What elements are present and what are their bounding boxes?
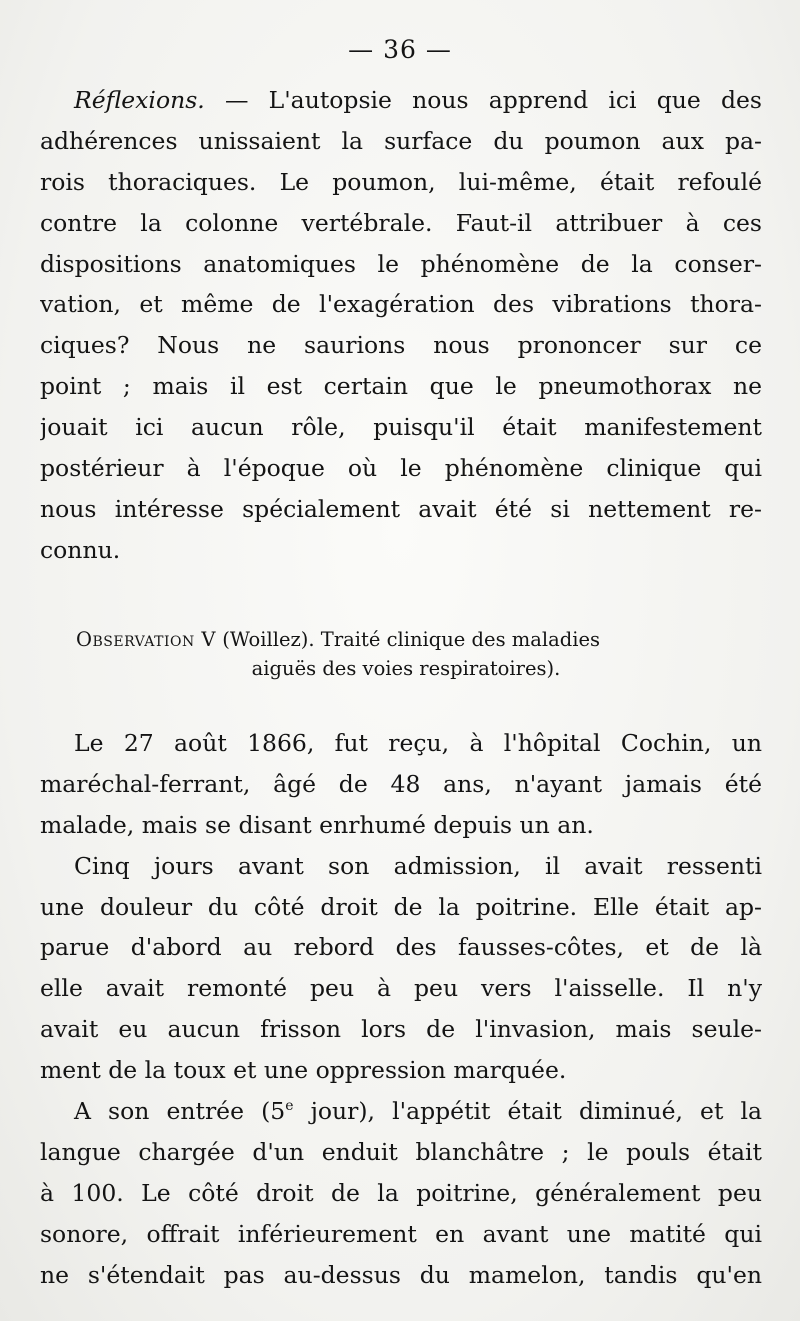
paragraph-line: une douleur du côté droit de la poitrine. Elle était ap- [40,892,762,921]
paragraph-line: parue d'abord au rebord des fausses-côtes, et de là [40,933,762,962]
observation-label: Observation V [76,628,217,651]
paragraph-line [40,80,762,121]
paragraph-line: avait eu aucun frisson lors de l'invasion, mais seule- [40,1015,762,1044]
paragraph-line: jouait ici aucun rôle, puisqu'il était manifestement [40,413,762,442]
page-number: — 36 — [348,35,452,64]
reflexions-paragraph [40,80,762,571]
reflexions-heading: Réflexions. [74,86,205,114]
line-text: — L'autopsie nous apprend ici que des [204,86,762,114]
observation-line: aiguës des voies respiratoires). [251,657,561,680]
paragraph-line: elle avait remonté peu à peu vers l'aisselle. Il n'y [40,974,762,1003]
paragraph-line: contre la colonne vertébrale. Faut-il attribuer à ces [40,208,762,237]
paragraph-line: ciques? Nous ne saurions nous prononcer sur ce [40,331,762,360]
paragraph-line: point ; mais il est certain que le pneumothorax ne [40,372,762,401]
paragraph-line: dispositions anatomiques le phénomène de la conser- [40,249,762,278]
paragraph-line: vation, et même de l'exagération des vibrations thora- [40,290,762,319]
paragraph-line [40,1091,762,1132]
paragraph-line: ment de la toux et une oppression marquée. [40,1056,567,1085]
paragraph-line: connu. [40,535,121,564]
paragraph-line: malade, mais se disant enrhumé depuis un an. [40,810,594,839]
paragraph-line: rois thoraciques. Le poumon, lui-même, était refoulé [40,167,762,196]
paragraph-line: maréchal-ferrant, âgé de 48 ans, n'ayant jamais été [40,769,762,798]
line-text: jour), l'appétit était diminué, et la [293,1097,762,1126]
paragraph-line: ne s'étendait pas au-dessus du mamelon, tandis qu'en [40,1260,762,1289]
paragraph-line: Cinq jours avant son admission, il avait ressenti [74,851,762,880]
observation-line [40,625,762,654]
paragraph-line: sonore, offrait inférieurement en avant une matité qui [40,1219,762,1248]
paragraph-line: langue chargée d'un enduit blanchâtre ; le pouls était [40,1137,762,1166]
paragraph-line: adhérences unissaient la surface du poumon aux pa- [40,126,762,155]
paragraph-line: à 100. Le côté droit de la poitrine, généralement peu [40,1178,762,1207]
paragraph-line: Le 27 août 1866, fut reçu, à l'hôpital Cochin, un [74,729,762,757]
case-description [40,723,762,1295]
paragraph-line: postérieur à l'époque où le phénomène clinique qui [40,454,762,483]
observation-heading [40,625,762,683]
observation-source: (Woillez). Traité clinique des maladies [216,628,601,651]
paragraph-line: nous intéresse spécialement avait été si nettement re- [40,494,762,523]
line-text: A son entrée (5 [74,1097,286,1126]
superscript: e [285,1098,294,1115]
